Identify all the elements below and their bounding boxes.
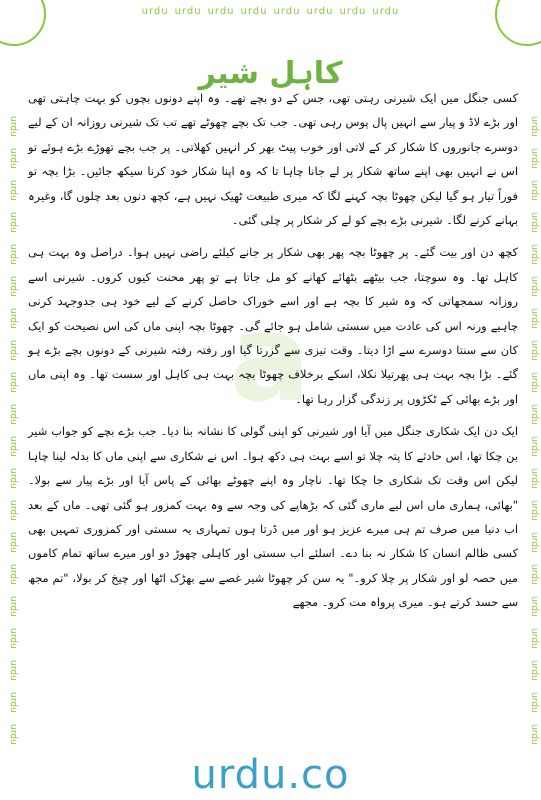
top-border xyxy=(0,0,541,22)
border-word: urdu xyxy=(8,723,18,745)
border-word: urdu xyxy=(8,275,18,297)
border-word: urdu xyxy=(529,595,539,617)
border-word: urdu xyxy=(529,179,539,201)
story-title: کاہل شیر xyxy=(198,56,343,92)
border-word: urdu xyxy=(529,499,539,521)
border-word: urdu xyxy=(141,5,169,17)
border-word: urdu xyxy=(529,147,539,169)
border-word: urdu xyxy=(529,307,539,329)
border-word: urdu xyxy=(8,211,18,233)
story-paragraph: کسی جنگل میں ایک شیرنی رہتی تھی، جس کے دو بچے تھے۔ وہ اپنے دونوں بچوں کو بہت چاہتی تھی اور بڑے لاڈ و پیار سے انہیں پال پوس رہی تھی۔ جب تک بچے چھوٹے تھے تب تک شیرنی روزانہ ان کے لیے دوسرے جانوروں کا شکار کر کے لاتی اور خوب پیٹ بھر کر انہیں کھلاتی۔ پر جب بچے تھوڑے بڑے ہوئے تو اس نے انہیں بھی اپنے ساتھ شکار پر لے جانا چاہا تا کہ وہ اپنا شکار خود کرنا سیکھ جائیں۔ بڑا بچہ تو فوراً تیار ہو گیا لیکن چھوٹا بچہ کہنے لگا کہ میری طبیعت ٹھیک نہیں ہے، کچھ دنوں بعد چلوں گا، وغیرہ بہانے کرنے لگا۔ شیرنی بڑے بچے کو لے کر شکار پر چلی گئی۔ xyxy=(28,91,518,228)
left-border xyxy=(2,110,18,750)
border-word: urdu xyxy=(529,211,539,233)
border-word: urdu xyxy=(8,659,18,681)
story-paragraph: کچھ دن اور بیت گئے۔ پر چھوٹا بچہ پھر بھی شکار پر جانے کیلئے راضی نہیں ہوا۔ دراصل وہ بہت ہی کاہل تھا۔ وہ سوچتا، جب بیٹھے بٹھائے کھانے کو مل جاتا ہے تو پھر محنت کیوں کروں۔ شیرنی اسے روزانہ سمجھاتی کہ وہ شیر کا بچہ ہے اور اسے خوراک حاصل کرنے کے لیے خود ہی جدوجہد کرنی چاہیے ورنہ اس کی عادت میں سستی شامل ہو جائے گی۔ چھوٹا بچہ اپنی ماں کی اس نصیحت کو ایک کان سے سنتا دوسرے سے اڑا دیتا۔ وقت تیزی سے گزرتا گیا اور رفتہ رفتہ شیرنی کے دونوں بچے بڑے ہو گئے۔ بڑا بچہ بہت ہی پھرتیلا نکلا، اسکے برخلاف چھوٹا بچہ بہت ہی کاہل اور سست تھا۔ وہ اپنی ماں اور بڑے بھائی کے ٹکڑوں پر زندگی گزار رہا تھا۔ xyxy=(28,245,518,406)
border-word: urdu xyxy=(8,499,18,521)
border-word: urdu xyxy=(529,403,539,425)
site-logo: urdu.co xyxy=(191,752,350,798)
border-word: urdu xyxy=(529,659,539,681)
border-word: urdu xyxy=(8,691,18,713)
border-word: urdu xyxy=(529,627,539,649)
border-word: urdu xyxy=(8,531,18,553)
story-paragraph: ایک دن ایک شکاری جنگل میں آیا اور شیرنی کو اپنی گولی کا نشانہ بنا دیا۔ جب بڑے بچے کو جواب شیر بن چکا تھا، اس حادثے کا پتہ چلا تو اسے بہت ہی دکھ ہوا۔ اس نے شکاری سے اپنی ماں کا بدلہ لینا چاہا لیکن اس وقت تک شکاری جا چکا تھا۔ ناچار وہ اپنے چھوٹے بھائی کے پاس آیا اور بڑے پیار سے بولا۔ "بھائی، ہماری ماں اس لیے ماری گئی کہ بڑھاپے کی وجہ سے وہ بہت کمزور ہو گئی تھی۔ ماں کے بعد اب دنیا میں صرف تم ہی میرے عزیز ہو اور میں ڈرتا ہوں تمہاری یہ سستی اور کمزوری تمہیں بھی کسی ظالم انسان کا شکار نہ بنا دے۔ اسلئے اب سستی اور کاہلی چھوڑ دو اور میرے ساتھ تمام کاموں میں حصہ لو اور شکار پر چلا کرو۔" یہ سن کر چھوٹا شیر غصے سے بھڑک اٹھا اور چیخ کر بولا، "تم مجھ سے حسد کرتے ہو۔ میری پرواہ مت کرو۔ مجھے xyxy=(28,424,518,610)
border-word: urdu xyxy=(529,275,539,297)
border-word: urdu xyxy=(8,115,18,137)
border-word: urdu xyxy=(273,5,301,17)
border-word: urdu xyxy=(529,371,539,393)
watermark-logo: a xyxy=(229,290,311,429)
border-word: urdu xyxy=(8,627,18,649)
border-word: urdu xyxy=(8,371,18,393)
border-word: urdu xyxy=(8,563,18,585)
border-word: urdu xyxy=(529,563,539,585)
border-word: urdu xyxy=(306,5,334,17)
story-body xyxy=(28,86,518,623)
border-word: urdu xyxy=(8,435,18,457)
border-word: urdu xyxy=(8,243,18,265)
border-word: urdu xyxy=(339,5,367,17)
border-word: urdu xyxy=(529,243,539,265)
right-border xyxy=(523,110,539,750)
border-word: urdu xyxy=(240,5,268,17)
border-word: urdu xyxy=(529,435,539,457)
border-word: urdu xyxy=(174,5,202,17)
border-word: urdu xyxy=(529,467,539,489)
border-word: urdu xyxy=(8,595,18,617)
border-word: urdu xyxy=(8,467,18,489)
border-word: urdu xyxy=(8,307,18,329)
border-word: urdu xyxy=(529,723,539,745)
border-word: urdu xyxy=(207,5,235,17)
border-word: urdu xyxy=(529,115,539,137)
border-word: urdu xyxy=(529,531,539,553)
border-word: urdu xyxy=(372,5,400,17)
border-word: urdu xyxy=(8,179,18,201)
border-word: urdu xyxy=(8,339,18,361)
border-word: urdu xyxy=(8,403,18,425)
border-word: urdu xyxy=(8,147,18,169)
border-word: urdu xyxy=(529,691,539,713)
border-word: urdu xyxy=(529,339,539,361)
